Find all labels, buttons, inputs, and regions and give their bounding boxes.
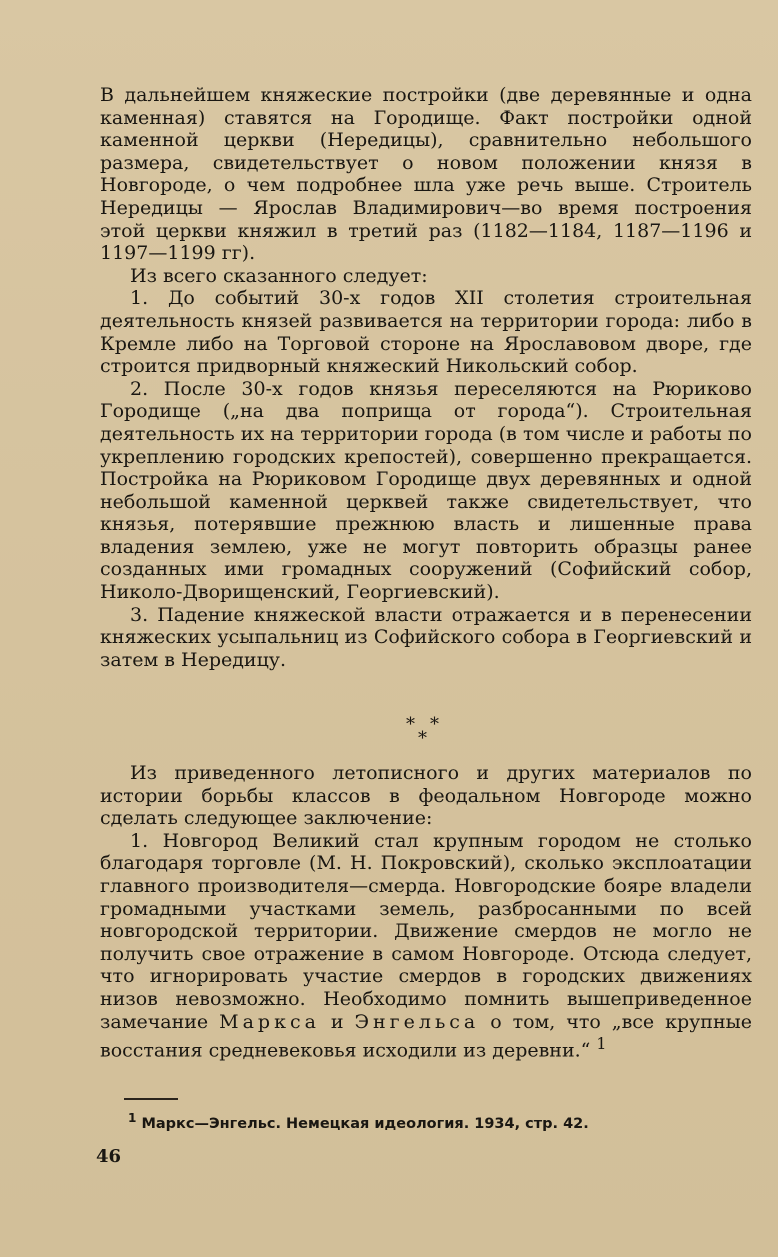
paragraph-princely-buildings: В дальнейшем княжеские постройки (две деревянные и одна каменная) ставятся на Городище. Факт постройки одной каменной церкви (Нередицы), сравнительно небольшого размера, свидетельствует о новом положении князя в Новгороде, о чем подробнее шла уже речь выше. Строитель Нередицы — Ярослав Владимирович—во время построения этой церкви княжил в третий раз (1182—1184, 1187—1196 и 1197—1199 гг). (100, 84, 752, 265)
name-marx: Маркса (219, 1010, 320, 1033)
page-number: 46 (96, 1146, 122, 1167)
asterism-star-right: * (430, 714, 439, 735)
footnote-divider (124, 1098, 178, 1100)
footnote-marker: 1 (128, 1111, 137, 1125)
paragraph-point-2: 2. После 30-х годов князья переселяются на Рюриково Городище („на два поприща от города“). Строительная деятельность их на территории города (в том числе и работы по укреплению городских крепостей), совершенно прекращается. Постройка на Рюриковом Городище двух деревянных и одной небольшой каменной церквей также свидетельствует, что князья, потерявшие прежнюю власть и лишенные права владения землею, уже не могут повторить образцы ранее созданных ими громадных сооружений (Софийский собор, Николо-Дворищенский, Георгиевский). (100, 377, 752, 604)
final-point-text-b: о том, что „все крупные восстания средневековья исходили из деревни.“ (100, 1010, 753, 1062)
paragraph-conclusion-intro: Из всего сказанного следует: (130, 264, 428, 287)
footnote-reference: 1 (596, 1034, 607, 1054)
main-text-top (100, 84, 752, 671)
paragraph-final-intro: Из приведенного летописного и других материалов по истории борьбы классов в феодальном Новгороде можно сделать следующее заключение: (100, 762, 752, 830)
main-text-bottom (100, 762, 752, 1062)
paragraph-point-1: 1. До событий 30-х годов XII столетия строительная деятельность князей развивается на территории города: либо в Кремле либо на Торговой стороне на Ярославовом дворе, где строится придворный княжеский Никольский собор. (100, 287, 752, 378)
section-divider-asterism (400, 710, 460, 750)
paragraph-final-point-1 (100, 830, 752, 1062)
conjunction-and: и (319, 1010, 355, 1033)
paragraph-point-3: 3. Падение княжеской власти отражается и в перенесении княжеских усыпальниц из Софийского собора в Георгиевский и затем в Нередицу. (100, 603, 752, 671)
footnote (128, 1108, 748, 1134)
name-engels: Энгельса (354, 1010, 480, 1033)
final-point-text-a: 1. Новгород Великий стал крупным городом не столько благодаря торговле (М. Н. Покровский), сколько эксплоатации главного производителя—смерда. Новгородские бояре владели громадными участками земель, разбросанными по всей новгородской территории. Движение смердов не могло не получить свое отражение в самом Новгороде. Отсюда следует, что игнорировать участие смердов в городских движениях низов невозможно. Необходимо помнить вышеприведенное замечание (100, 829, 752, 1033)
asterism-star-left: * (406, 714, 415, 735)
asterism-star-bottom: * (418, 728, 427, 749)
footnote-text: Маркс—Энгельс. Немецкая идеология. 1934, стр. 42. (141, 1115, 589, 1132)
